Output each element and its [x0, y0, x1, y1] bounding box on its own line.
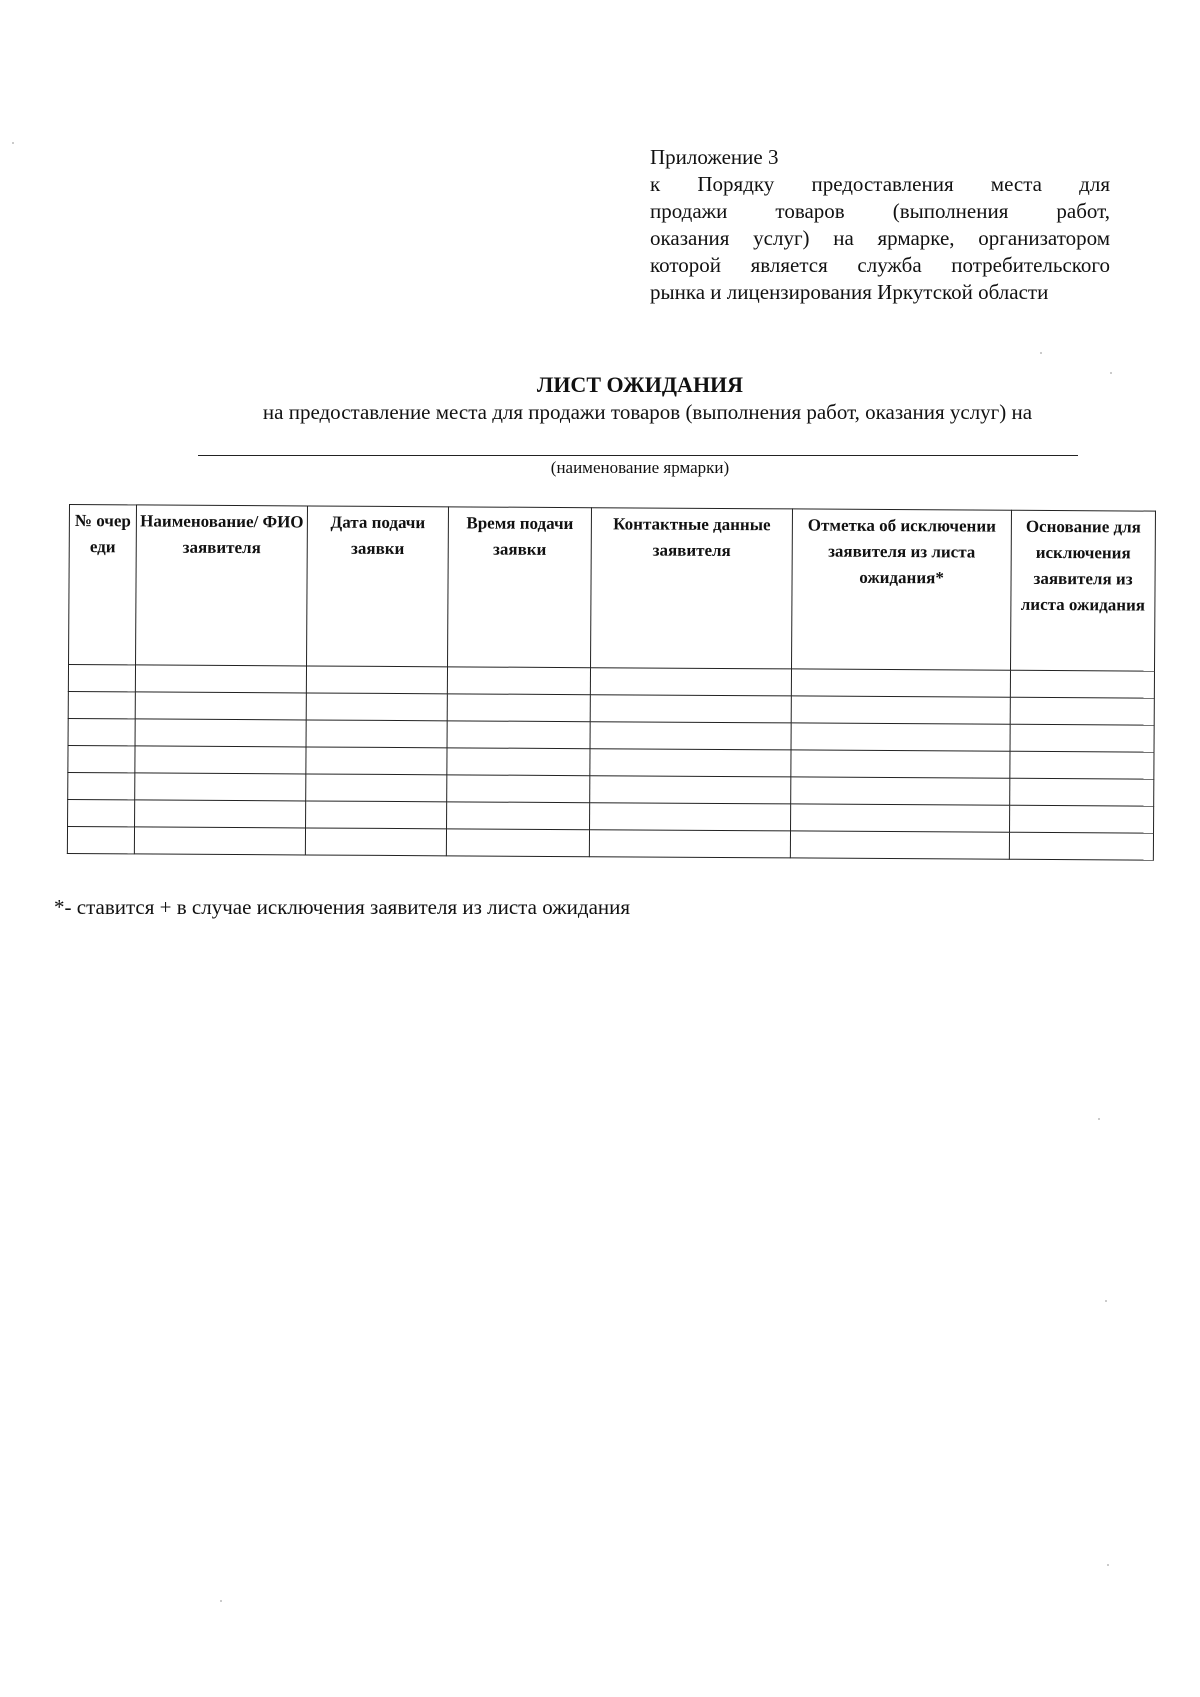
table-cell[interactable] [135, 800, 306, 828]
scan-speck [1110, 372, 1112, 374]
table-cell[interactable] [67, 826, 134, 853]
table-cell[interactable] [135, 773, 306, 801]
table-cell[interactable] [305, 828, 446, 856]
table-cell[interactable] [446, 829, 589, 857]
scan-speck [1098, 1118, 1100, 1120]
table-cell[interactable] [590, 695, 791, 723]
column-header-exclusion-reason: Основание для исключения заявителя из листа ожидания [1011, 510, 1156, 671]
table-cell[interactable] [135, 692, 306, 720]
scan-speck [1105, 1300, 1107, 1302]
appendix-note [650, 144, 1110, 306]
scan-speck [1107, 1564, 1109, 1566]
table-cell[interactable] [1010, 778, 1154, 806]
table-cell[interactable] [1009, 832, 1153, 860]
scan-speck [12, 142, 14, 144]
table-cell[interactable] [791, 804, 1010, 832]
table-cell[interactable] [1010, 805, 1154, 833]
appendix-line: рынка и лицензирования Иркутской области [650, 280, 1049, 304]
table-cell[interactable] [1010, 670, 1154, 698]
table-cell[interactable] [447, 775, 590, 803]
table-cell[interactable] [590, 776, 791, 804]
waiting-list-table [67, 504, 1156, 861]
table-cell[interactable] [306, 693, 447, 721]
table-cell[interactable] [68, 691, 135, 718]
appendix-line: продажи товаров (выполнения работ, [650, 199, 1110, 223]
column-header-exclusion-mark: Отметка об исключении заявителя из листа ожидания* [792, 509, 1012, 670]
table-cell[interactable] [306, 720, 447, 748]
table-cell[interactable] [1010, 751, 1154, 779]
fair-name-fill-line [198, 455, 1078, 456]
column-header-queue-number: № очер еди [69, 505, 137, 665]
table-cell[interactable] [134, 827, 305, 855]
table-cell[interactable] [447, 694, 590, 722]
table-cell[interactable] [135, 746, 306, 774]
column-header-application-time: Время подачи заявки [448, 507, 592, 668]
table-cell[interactable] [68, 718, 135, 745]
table-cell[interactable] [68, 665, 135, 692]
table-cell[interactable] [590, 749, 791, 777]
table-cell[interactable] [791, 777, 1010, 805]
table-cell[interactable] [791, 723, 1010, 751]
table-cell[interactable] [68, 745, 135, 772]
table-cell[interactable] [590, 803, 791, 831]
table-cell[interactable] [447, 667, 590, 695]
table-cell[interactable] [791, 669, 1010, 697]
table-cell[interactable] [68, 799, 135, 826]
table-cell[interactable] [306, 774, 447, 802]
column-header-contact-details: Контактные данные заявителя [591, 508, 793, 669]
table-cell[interactable] [589, 830, 790, 858]
table-cell[interactable] [1010, 724, 1154, 752]
appendix-line: которой является служба потребительского [650, 253, 1110, 277]
document-subtitle: на предоставление места для продажи товаров (выполнения работ, оказания услуг) на [262, 400, 1033, 424]
fair-name-caption: (наименование ярмарки) [550, 458, 730, 477]
scan-speck [1040, 352, 1042, 354]
table-header-row [69, 505, 1156, 672]
table-cell[interactable] [306, 666, 447, 694]
table-cell[interactable] [306, 801, 447, 829]
table-cell[interactable] [447, 721, 590, 749]
appendix-number: Приложение 3 [650, 145, 779, 169]
table-cell[interactable] [447, 748, 590, 776]
table-cell[interactable] [790, 831, 1009, 859]
document-title: ЛИСТ ОЖИДАНИЯ [536, 372, 744, 397]
table-cell[interactable] [791, 696, 1010, 724]
table-cell[interactable] [590, 722, 791, 750]
column-header-application-date: Дата подачи заявки [307, 506, 449, 667]
scan-speck [220, 1600, 222, 1602]
table-cell[interactable] [590, 668, 791, 696]
table-cell[interactable] [135, 665, 306, 693]
table-cell[interactable] [1010, 697, 1154, 725]
table-cell[interactable] [68, 772, 135, 799]
appendix-line: оказания услуг) на ярмарке, организатором [650, 226, 1110, 250]
table-cell[interactable] [306, 747, 447, 775]
table-cell[interactable] [447, 802, 590, 830]
column-header-applicant-name: Наименование/ ФИО заявителя [136, 505, 308, 666]
appendix-line: к Порядку предоставления места для [650, 172, 1110, 196]
table-cell[interactable] [135, 719, 306, 747]
footnote: *- ставится + в случае исключения заявителя из листа ожидания [54, 895, 631, 919]
table-row [67, 826, 1153, 860]
table-cell[interactable] [791, 750, 1010, 778]
